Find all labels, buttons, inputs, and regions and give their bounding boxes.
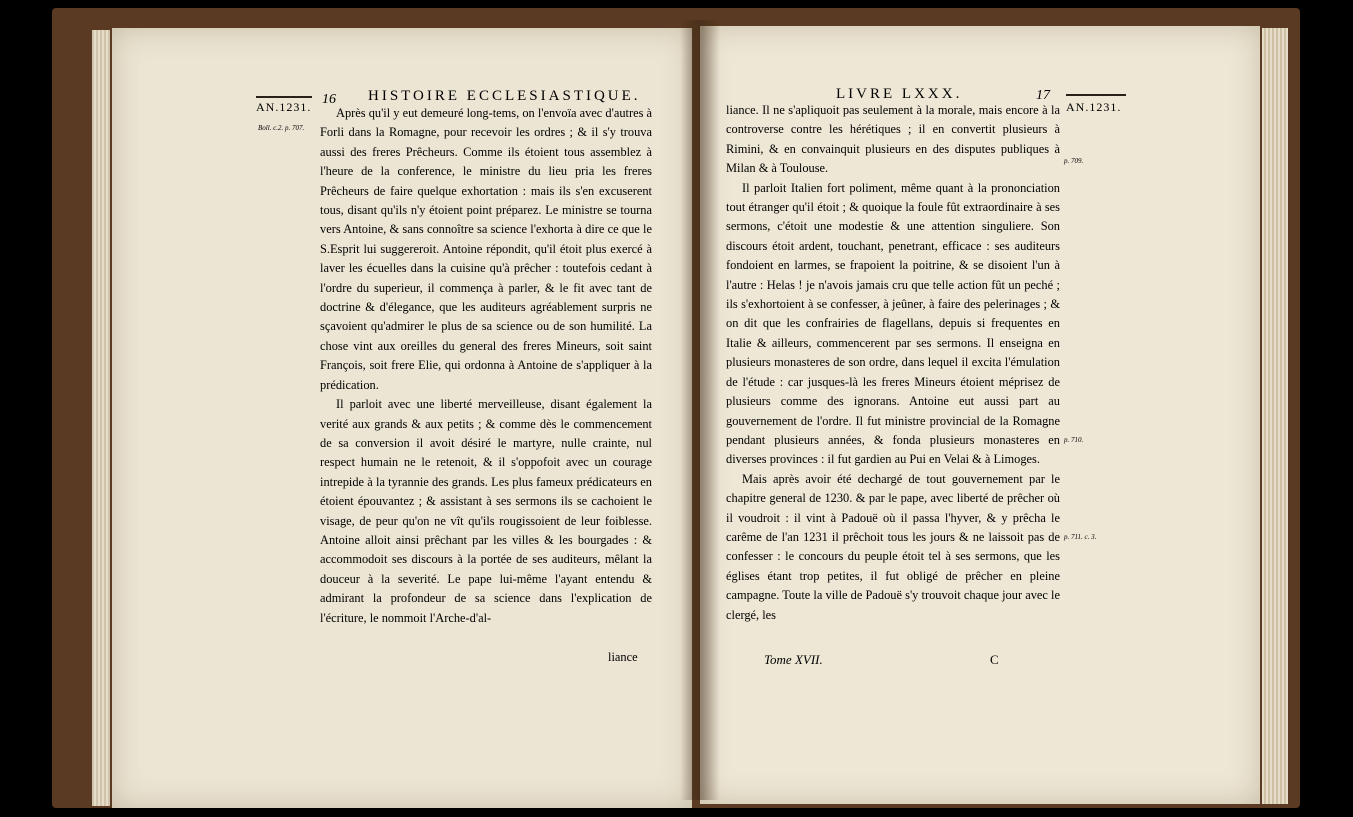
right-paragraph-3: Mais après avoir été dechargé de tout gouvernement par le chapitre general de 1230. & par le pape, avec liberté de prêcher où il voudroit : il vint à Padouë où il passa l'hyver, & y prêcha le carême de l'an 1231 il prêchoit tous les jours & ne laissoit pas de confesser : le concours du peuple étoit tel à ses sermons, que les églises étant trop petites, il fut obligé de prêcher en pleine campagne. Toute la ville de Padouë s'y trouvoit chaque jour avec le clergé, les bbox=[726, 471, 1060, 622]
right-running-head: LIVRE LXXX. bbox=[836, 86, 963, 102]
right-paragraph-2: Il parloit Italien fort poliment, même quant à la prononciation tout étranger qu'il étoit ; & quoique la foule fût extraordinaire à ses sermons, c'étoit une modestie & une attention singuliere. Son discours étoit ardent, touchant, penetrant, efficace : ses auditeurs fondoient en larmes, se frapoient la poitrine, & se disoient l'un à l'autre : Helas ! je n'avois jamais cru que telle action fût un peché ; ils s'exhortoient à se confesser, à jeûner, à faire des pelerinages ; & on dit que les confrairies de flagellans, depuis si frequentes en Italie & ailleurs, commencerent par ses sermons. Il enseigna en plusieurs monasteres de son ordre, dans lequel il excita l'émulation de l'étude : car jusques-là les freres Mineurs étoient méprisez de plusieurs comme des ignorans. Antoine eut aussi part au gouvernement de l'ordre. Il fut ministre provincial de la Romagne pendant plusieurs années, & fonda plusieurs monasteres en diverses provinces : il fut gardien au Pui en Velai & à Limoges. bbox=[726, 180, 1060, 467]
right-year-rule bbox=[1066, 94, 1126, 96]
left-year-rule bbox=[256, 96, 312, 98]
right-body-text bbox=[726, 101, 1060, 625]
left-paragraph-2: Il parloit avec une liberté merveilleuse, disant également la verité aux grands & aux petits ; & comme dès le commencement de sa conversion il avoit désiré le martyre, nulle crainte, nul respect humain ne le retenoit, & il s'oppofoit avec un courage intrepide à la tyrannie des grands. Les plus fameux prédicateurs en étoient épouvantez ; & assistant à ses sermons ils se cachoient le visage, de peur qu'on ne vît qu'ils rougissoient de leur foiblesse. Antoine alloit ainsi prêchant par les villes & les bourgades : & accommodoit ses discours à la portée de ses auditeurs, mêlant la douceur à la severité. Le pape lui-même l'ayant entendu & admirant la profondeur de sa science dans l'explication de l'écriture, le nommoit l'Arche-d'al- bbox=[320, 397, 652, 625]
left-catchword: liance bbox=[608, 650, 638, 664]
left-page-edges bbox=[92, 30, 110, 806]
left-paragraph-1: Après qu'il y eut demeuré long-tems, on l'envoïa avec d'autres à Forli dans la Romagne, pour recevoir les ordres ; & il s'y trouva aussi des freres Prêcheurs. Comme ils étoient tous assemblez à l'heure de la conference, le ministre du lieu pria les freres Prêcheurs de faire quelque exhortation : mais ils s'en excuserent tous, disant qu'ils n'y étoient point préparez. Le ministre se tourna vers Antoine, & sans connoître sa science l'exhorta à dire ce que le S.Esprit lui suggereroit. Antoine répondit, qu'il étoit plus exercé à laver les écuelles dans la cuisine qu'à prêcher : toutefois cedant à l'ordre du superieur, il commença à parler, & le fit avec tant de doctrine & d'élegance, que les auditeurs agréablement surpris ne sçavoient qu'admirer le plus de sa science ou de son humilité. La chose vint aux oreilles du general des freres Mineurs, soit saint François, soit frere Elie, qui ordonna à Antoine de s'appliquer à la prédication. bbox=[320, 106, 653, 392]
right-margin-note-3: p. 711. c. 3. bbox=[1064, 533, 1097, 541]
right-paragraph-1: liance. Il ne s'apliquoit pas seulement à la morale, mais encore à la controverse contre les hérétiques ; il en convertit plusieurs à Rimini, & en convainquit plusieurs en des disputes publiques à Milan & à Toulouse. bbox=[726, 103, 1060, 176]
right-signature-mark: C bbox=[990, 652, 999, 667]
left-running-head: HISTOIRE ECCLESIASTIQUE. bbox=[368, 88, 641, 104]
right-margin-note-2: p. 710. bbox=[1064, 436, 1084, 444]
right-margin-note-1: p. 709. bbox=[1064, 157, 1084, 165]
left-margin-note: Boll. c.2. p. 707. bbox=[258, 124, 305, 132]
left-page-number: 16 bbox=[322, 92, 336, 107]
right-page-edges bbox=[1262, 28, 1288, 804]
right-year: AN.1231. bbox=[1066, 100, 1122, 114]
left-body-text bbox=[320, 104, 652, 628]
right-page-number: 17 bbox=[1036, 88, 1050, 103]
left-year: AN.1231. bbox=[256, 100, 312, 114]
right-footer-volume: Tome XVII. bbox=[764, 652, 823, 667]
